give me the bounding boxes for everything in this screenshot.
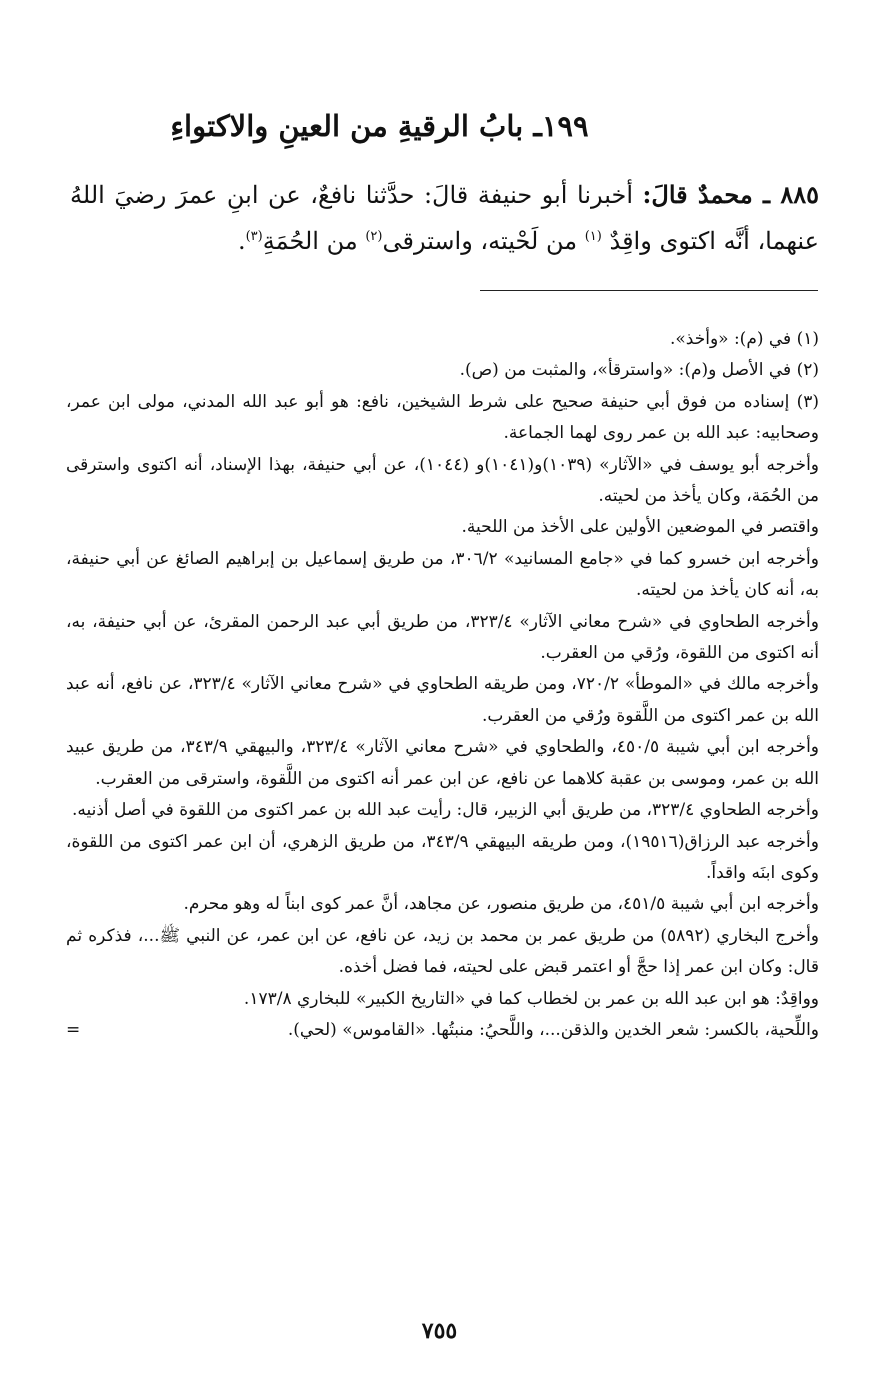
footnote-last-line xyxy=(66,1015,819,1046)
footnote-1: (١) في (م): «وأخذ». xyxy=(669,329,819,349)
hadith-number: ٨٨٥ ـ محمدٌ قالَ: xyxy=(642,180,820,209)
footnotes xyxy=(66,324,819,1046)
footnote-paragraph: وأخرجه الطحاوي ٣٢٣/٤، من طريق أبي الزبير، قال: رأيت عبد الله بن عمر اكتوى من اللقوة في أصل أذنيه. xyxy=(71,800,819,821)
footnote-paragraph: وأخرجه ابن أبي شيبة ٤٥٠/٥، والطحاوي في «شرح معاني الآثار» ٣٢٣/٤، والبيهقي ٣٤٣/٩، من طريق عبيد الله بن عمر، وموسى بن عقبة كلاهما عن نافع، عن ابن عمر أنه اكتوى من اللَّقوة، واسترقى من العقرب. xyxy=(66,737,819,789)
footnote-paragraph: وأخرجه عبد الرزاق(١٩٥١٦)، ومن طريقه البيهقي ٣٤٣/٩، من طريق الزهري، أن ابن عمر اكتوى من اللقوة، وكوى ابنَه واقداً. xyxy=(66,831,819,883)
continuation-mark: = xyxy=(66,1019,81,1040)
hadith-body-2: من لَحْيته، واسترقى xyxy=(382,227,585,255)
footnote-3: (٣) إسناده من فوق أبي حنيفة صحيح على شرط الشيخين، نافع: هو أبو عبد الله المدني، مولى ابن عمر، وصحابيه: عبد الله بن عمر روى لهما الجماعة. xyxy=(66,391,819,444)
footnote-paragraph: وأخرجه أبو يوسف في «الآثار» (١٠٣٩)و(١٠٤١)و (١٠٤٤)، عن أبي حنيفة، بهذا الإسناد، أنه اكتوى واسترقى من الحُمَة، وكان يأخذ من لحيته. xyxy=(66,454,819,507)
chapter-title: ١٩٩ـ بابُ الرقيةِ من العينِ والاكتواءِ xyxy=(170,109,589,143)
footnote-paragraph: واقتصر في الموضعين الأولين على الأخذ من اللحية. xyxy=(461,517,819,538)
hadith-body-4: . xyxy=(237,227,246,255)
footnote-paragraph: واللِّحية، بالكسر: شعر الخدين والذقن...، واللَّحيُ: منبتُها. «القاموس» (لحي). xyxy=(287,1019,819,1040)
page-number: ٧٥٥ xyxy=(421,1318,458,1344)
hadith-text xyxy=(70,172,819,264)
footnote-paragraph: وأخرجه ابن أبي شيبة ٤٥١/٥، من طريق منصور، عن مجاهد، أنَّ عمر كوى ابناً له وهو محرم. xyxy=(183,894,819,915)
footnote-paragraph: وأخرجه مالك في «الموطأ» ٧٢٠/٢، ومن طريقه الطحاوي في «شرح معاني الآثار» ٣٢٣/٤، عن نافع، أنه عبد الله بن عمر اكتوى من اللَّقوة ورُقي من العقرب. xyxy=(66,674,819,726)
footnote-paragraph: وأخرجه ابن خسرو كما في «جامع المسانيد» ٣٠٦/٢، من طريق إسماعيل بن إبراهيم الصائغ عن أبي حنيفة، به، أنه كان يأخذ من لحيته. xyxy=(66,548,819,601)
footnote-ref-3: (٣) xyxy=(245,229,263,244)
hadith-body-1: أخبرنا أبو حنيفة قالَ: حدَّثنا نافعٌ، عن ابنِ عمرَ رضيَ اللهُ عنهما، أنَّه اكتوى واقِدٌ xyxy=(70,181,819,255)
footnote-ref-2: (٢) xyxy=(365,229,383,244)
footnote-2: (٢) في الأصل و(م): «واسترقأ»، والمثبت من (ص). xyxy=(459,360,819,381)
hadith-body-3: من الحُمَةِ xyxy=(262,227,366,255)
footnote-separator xyxy=(480,290,818,291)
footnote-ref-1: (١) xyxy=(584,229,602,244)
footnote-paragraph: وأخرج البخاري (٥٨٩٢) من طريق عمر بن محمد بن زيد، عن نافع، عن ابن عمر، عن النبي ﷺ...، فذكره ثم قال: وكان ابن عمر إذا حجَّ أو اعتمر قبض على لحيته، فما فضل أخذه. xyxy=(66,925,820,978)
footnote-paragraph: وواقِدٌ: هو ابن عبد الله بن عمر بن لخطاب كما في «التاريخ الكبير» للبخاري ١٧٣/٨. xyxy=(243,988,819,1009)
footnote-paragraph: وأخرجه الطحاوي في «شرح معاني الآثار» ٣٢٣/٤، من طريق أبي عبد الرحمن المقرئ، عن أبي حنيفة، به، أنه اكتوى من اللقوة، ورُقي من العقرب. xyxy=(66,611,819,664)
